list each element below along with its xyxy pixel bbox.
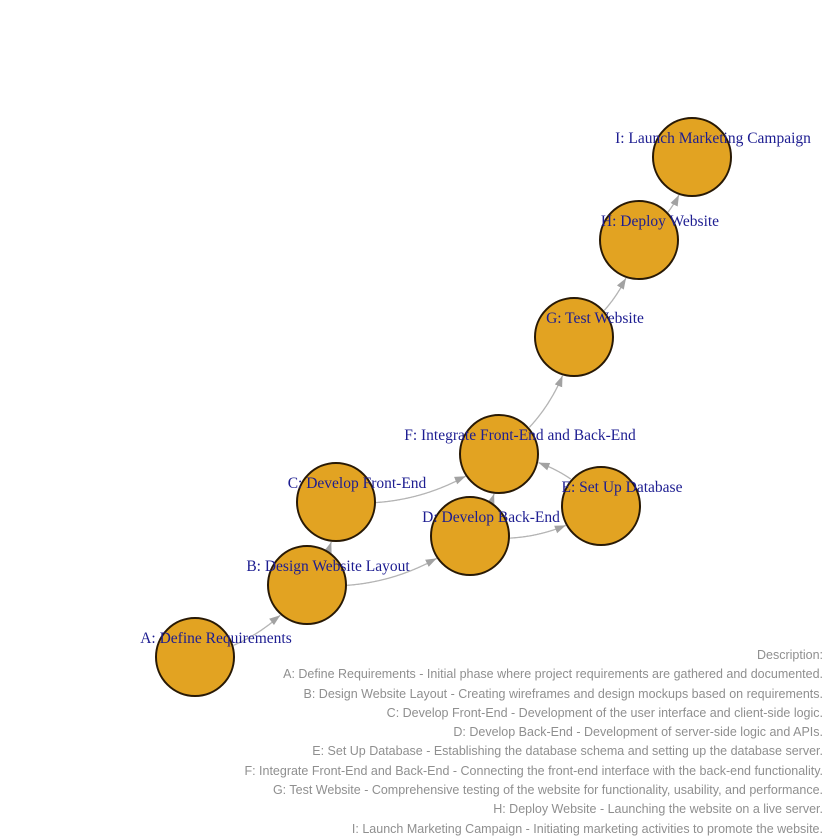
nodes-layer xyxy=(156,118,731,696)
node-H-label: H: Deploy Website xyxy=(600,213,720,230)
edge-D-E xyxy=(510,525,566,538)
node-A-label: A: Define Requirements xyxy=(140,630,292,647)
description-line-3: C: Develop Front-End - Development of the user interface and client-side logic. xyxy=(386,705,823,720)
node-F-label: F: Integrate Front-End and Back-End xyxy=(404,427,636,444)
node-C-label: C: Develop Front-End xyxy=(287,475,427,492)
description-line-5: E: Set Up Database - Establishing the database schema and setting up the database server. xyxy=(312,744,823,759)
description-line-8: H: Deploy Website - Launching the website on a live server. xyxy=(493,802,823,817)
description-line-7: G: Test Website - Comprehensive testing of the website for functionality, usability, and performance. xyxy=(272,783,823,798)
node-I-label: I: Launch Marketing Campaign xyxy=(615,130,811,147)
edge-B-C xyxy=(328,542,331,551)
edge-H-I xyxy=(668,195,679,212)
description-heading: Description: xyxy=(757,648,823,662)
node-G-label: G: Test Website xyxy=(546,310,644,327)
node-D-label: D: Develop Back-End xyxy=(422,509,560,526)
edge-G-H xyxy=(604,278,626,310)
description-line-9: I: Launch Marketing Campaign - Initiating marketing activities to promote the website. xyxy=(351,821,823,836)
description-line-6: F: Integrate Front-End and Back-End - Connecting the front-end interface with the back-end functionality. xyxy=(244,763,823,778)
description-line-2: B: Design Website Layout - Creating wireframes and design mockups based on requirements. xyxy=(303,686,823,701)
description-block xyxy=(244,646,823,839)
node-B-label: B: Design Website Layout xyxy=(246,558,410,575)
description-line-1: A: Define Requirements - Initial phase where project requirements are gathered and documented. xyxy=(283,667,823,682)
edge-E-F xyxy=(539,463,571,480)
description-line-4: D: Develop Back-End - Development of server-side logic and APIs. xyxy=(453,725,823,740)
edge-F-G xyxy=(529,376,562,428)
edge-D-F xyxy=(491,494,494,502)
node-E-label: E: Set Up Database xyxy=(561,479,683,496)
